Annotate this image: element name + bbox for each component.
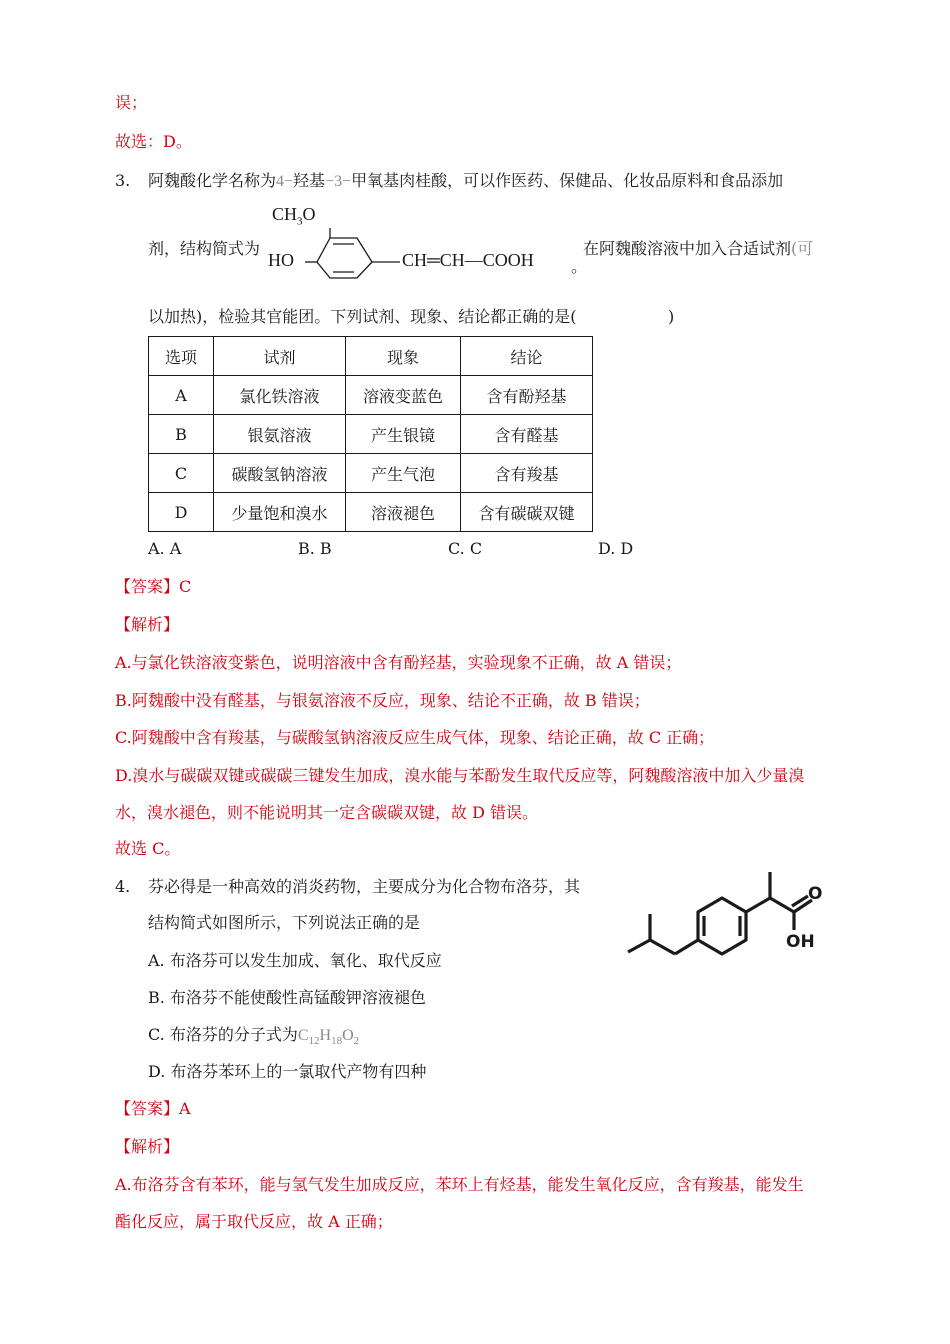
- table-cell: A: [149, 376, 214, 415]
- q3-option-a: A. A: [148, 539, 182, 558]
- q3-answer: 【答案】C: [115, 577, 192, 596]
- table-header-row: [149, 337, 593, 376]
- table-row: [149, 454, 593, 493]
- options-table: [148, 336, 593, 532]
- hydroxyl-label: OH: [786, 932, 815, 952]
- structure-period: 。: [571, 257, 588, 276]
- ch3o-label: $CH_3O$: [272, 204, 316, 228]
- q4-option-c: C. 布洛芬的分子式为$C_{12}H_{18}O_2$: [148, 1025, 360, 1048]
- table-cell: 含有羧基: [461, 454, 593, 493]
- q3-analysis-title: 【解析】: [115, 615, 180, 634]
- table-cell: 产生银镜: [346, 415, 461, 454]
- prev-analysis-tail: 误；: [115, 93, 148, 112]
- q4-analysis-line: 酯化反应，属于取代反应，故 A 正确；: [115, 1212, 393, 1231]
- q3-option-b: B. B: [298, 539, 332, 558]
- q3-conclusion: 故选 C。: [115, 839, 181, 858]
- q4-analysis-title: 【解析】: [115, 1137, 180, 1156]
- q3-analysis-line: A.与氯化铁溶液变紫色，说明溶液中含有酚羟基，实验现象不正确，故 A 错误；: [115, 653, 682, 672]
- table-cell: 溶液褪色: [346, 493, 461, 532]
- ho-label: HO: [268, 250, 294, 270]
- table-cell: 含有碳碳双键: [461, 493, 593, 532]
- q4-answer: 【答案】A: [115, 1099, 191, 1118]
- q4-option-a: A. 布洛芬可以发生加成、氧化、取代反应: [148, 951, 442, 970]
- table-cell: 产生气泡: [346, 454, 461, 493]
- molecular-formula: $C_{12}H_{18}O_2$: [297, 1027, 360, 1048]
- table-header-cell: 结论: [461, 337, 593, 376]
- q4-number: 4.: [115, 877, 131, 896]
- table-row: [149, 493, 593, 532]
- q3-analysis-line: B.阿魏酸中没有醛基，与银氨溶液不反应，现象、结论不正确，故 B 错误；: [115, 691, 650, 710]
- q3-option-d: D. D: [598, 539, 634, 558]
- q4-option-b: B. 布洛芬不能使酸性高锰酸钾溶液褪色: [148, 988, 426, 1007]
- table-cell: 碳酸氢钠溶液: [214, 454, 346, 493]
- q4-analysis-line: A.布洛芬含有苯环，能与氢气发生加成反应，苯环上有烃基，能发生氧化反应，含有羧基，能发生: [115, 1175, 804, 1194]
- table-cell: 溶液变蓝色: [346, 376, 461, 415]
- q3-line1-text-c: 甲氧基肉桂酸，可以作医药、保健品、化妆品原料和食品添加: [351, 171, 784, 190]
- q3-analysis-line: 水，溴水褪色，则不能说明其一定含碳碳双键，故 D 错误。: [115, 803, 539, 822]
- q3-line1-text-b: 羟基: [293, 171, 326, 190]
- table-cell: 银氨溶液: [214, 415, 346, 454]
- table-row: [149, 376, 593, 415]
- benzene-ring-structure: [300, 222, 410, 282]
- table-cell: 含有醛基: [461, 415, 593, 454]
- q3-line2-b: 在阿魏酸溶液中加入合适试剂(可: [583, 239, 814, 258]
- q4-option-d: D. 布洛芬苯环上的一氯取代产物有四种: [148, 1062, 427, 1081]
- q3-option-c: C. C: [448, 539, 483, 558]
- table-cell: 氯化铁溶液: [214, 376, 346, 415]
- q4-line2: 结构简式如图所示，下列说法正确的是: [148, 913, 421, 932]
- q3-analysis-line: D.溴水与碳碳双键或碳碳三键发生加成，溴水能与苯酚发生取代反应等，阿魏酸溶液中加入少量溴: [115, 766, 805, 785]
- table-cell: C: [149, 454, 214, 493]
- q4-line1: 芬必得是一种高效的消炎药物，主要成分为化合物布洛芬，其: [148, 877, 581, 896]
- table-header-cell: 现象: [346, 337, 461, 376]
- q3-line3: 以加热)，检验其官能团。下列试剂、现象、结论都正确的是(: [148, 307, 577, 326]
- q3-line2-a: 剂，结构简式为: [148, 239, 261, 258]
- side-chain-label: CH═CH—COOH: [402, 250, 534, 270]
- q3-line1-num1: 4−: [276, 173, 294, 190]
- q3-line3-end: ): [668, 307, 675, 326]
- q3-line1-text-a: 阿魏酸化学名称为: [148, 171, 277, 190]
- table-row: [149, 415, 593, 454]
- table-cell: 少量饱和溴水: [214, 493, 346, 532]
- q3-number: 3.: [115, 171, 131, 190]
- q3-analysis-line: C.阿魏酸中含有羧基，与碳酸氢钠溶液反应生成气体，现象、结论正确，故 C 正确；: [115, 728, 715, 747]
- table-header-cell: 试剂: [214, 337, 346, 376]
- carbonyl-o-label: O: [808, 884, 823, 904]
- table-cell: 含有酚羟基: [461, 376, 593, 415]
- table-header-cell: 选项: [149, 337, 214, 376]
- q3-line1: [148, 170, 783, 193]
- table-cell: D: [149, 493, 214, 532]
- prev-conclusion: 故选：D。: [115, 132, 192, 151]
- q3-line1-num2: −3−: [325, 173, 352, 190]
- table-cell: B: [149, 415, 214, 454]
